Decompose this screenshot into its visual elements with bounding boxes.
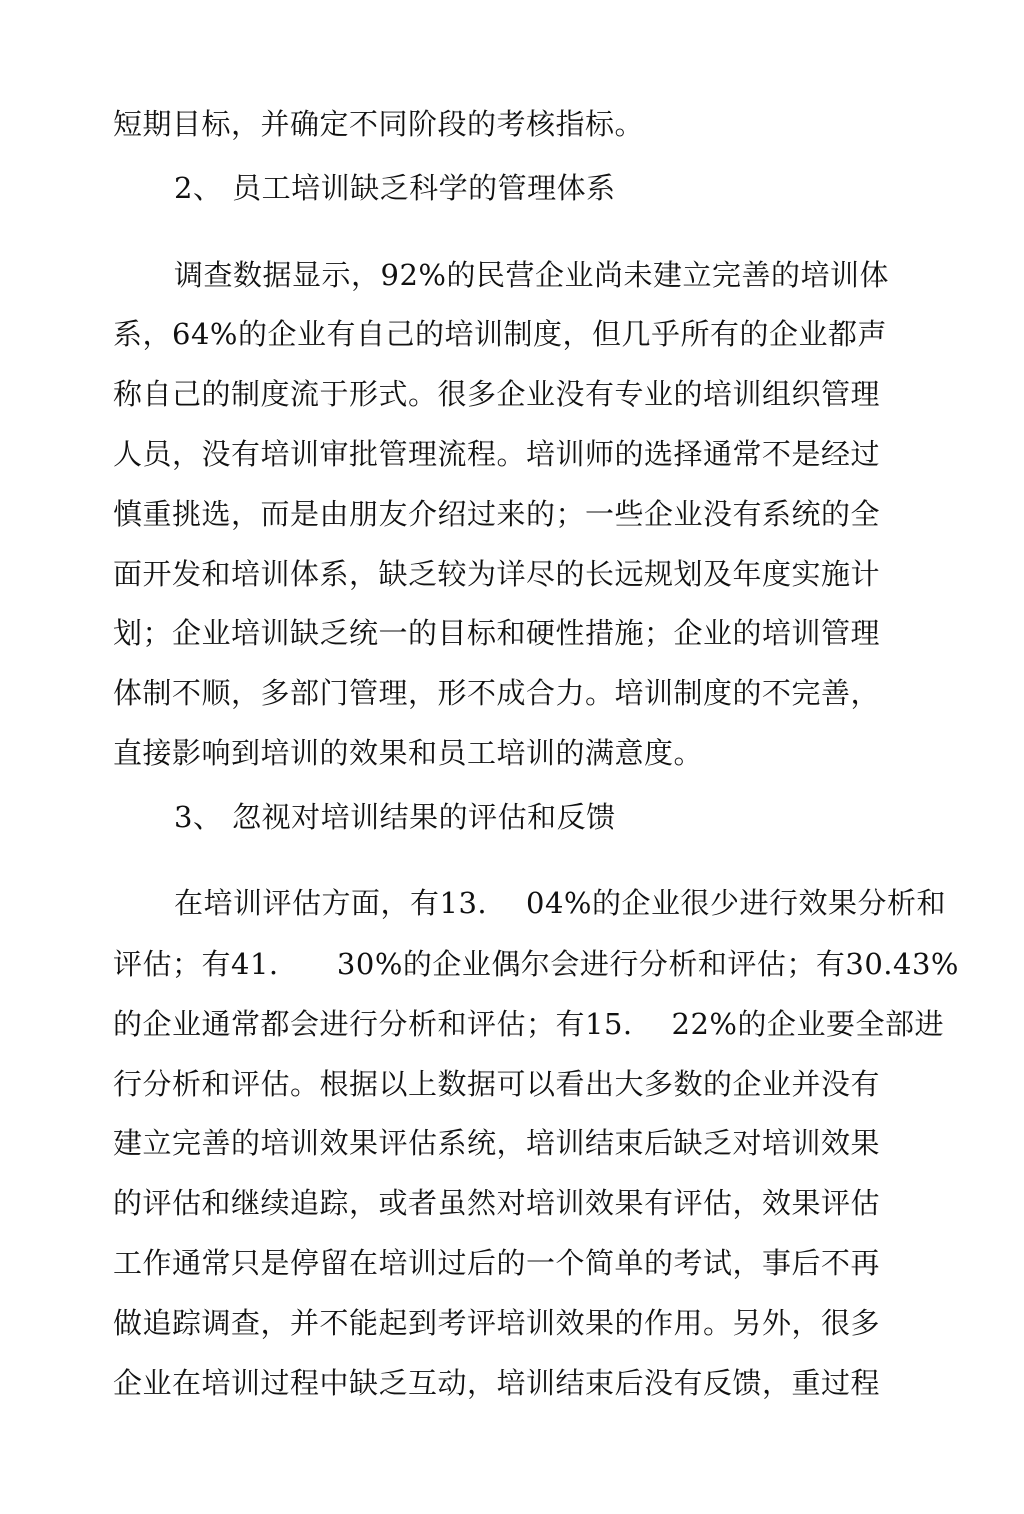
body-text-line: 慎重挑选，而是由朋友介绍过来的；一些企业没有系统的全: [113, 497, 881, 531]
body-text-line: 评估；有41. 30%的企业偶尔会进行分析和评估；有30.43%: [113, 947, 959, 981]
body-text-line: 短期目标，并确定不同阶段的考核指标。: [113, 107, 645, 141]
body-text-line: 系，64%的企业有自己的培训制度，但几乎所有的企业都声: [113, 317, 887, 351]
section-heading: 2、 员工培训缺乏科学的管理体系: [174, 171, 616, 205]
body-text-line: 体制不顺，多部门管理，形不成合力。培训制度的不完善，: [113, 676, 881, 710]
body-text-line: 建立完善的培训效果评估系统，培训结束后缺乏对培训效果: [113, 1126, 881, 1160]
body-text-line: 划；企业培训缺乏统一的目标和硬性措施；企业的培训管理: [113, 616, 881, 650]
body-text-line: 的企业通常都会进行分析和评估；有15. 22%的企业要全部进: [113, 1007, 944, 1041]
body-text-line: 工作通常只是停留在培训过后的一个简单的考试，事后不再: [113, 1246, 881, 1280]
body-text-line: 称自己的制度流于形式。很多企业没有专业的培训组织管理: [113, 377, 881, 411]
body-text-line: 直接影响到培训的效果和员工培训的满意度。: [113, 736, 704, 770]
body-text-line: 面开发和培训体系，缺乏较为详尽的长远规划及年度实施计: [113, 557, 881, 591]
body-text-line: 行分析和评估。根据以上数据可以看出大多数的企业并没有: [113, 1067, 881, 1101]
body-text-line: 的评估和继续追踪，或者虽然对培训效果有评估，效果评估: [113, 1186, 881, 1220]
body-text-line: 人员，没有培训审批管理流程。培训师的选择通常不是经过: [113, 437, 881, 471]
paragraph-start-line: 在培训评估方面，有13. 04%的企业很少进行效果分析和: [174, 886, 946, 920]
section-heading: 3、 忽视对培训结果的评估和反馈: [174, 800, 616, 834]
body-text-line: 做追踪调查，并不能起到考评培训效果的作用。另外，很多: [113, 1306, 881, 1340]
paragraph-start-line: 调查数据显示，92%的民营企业尚未建立完善的培训体: [174, 258, 889, 292]
body-text-line: 企业在培训过程中缺乏互动，培训结束后没有反馈，重过程: [113, 1366, 881, 1400]
